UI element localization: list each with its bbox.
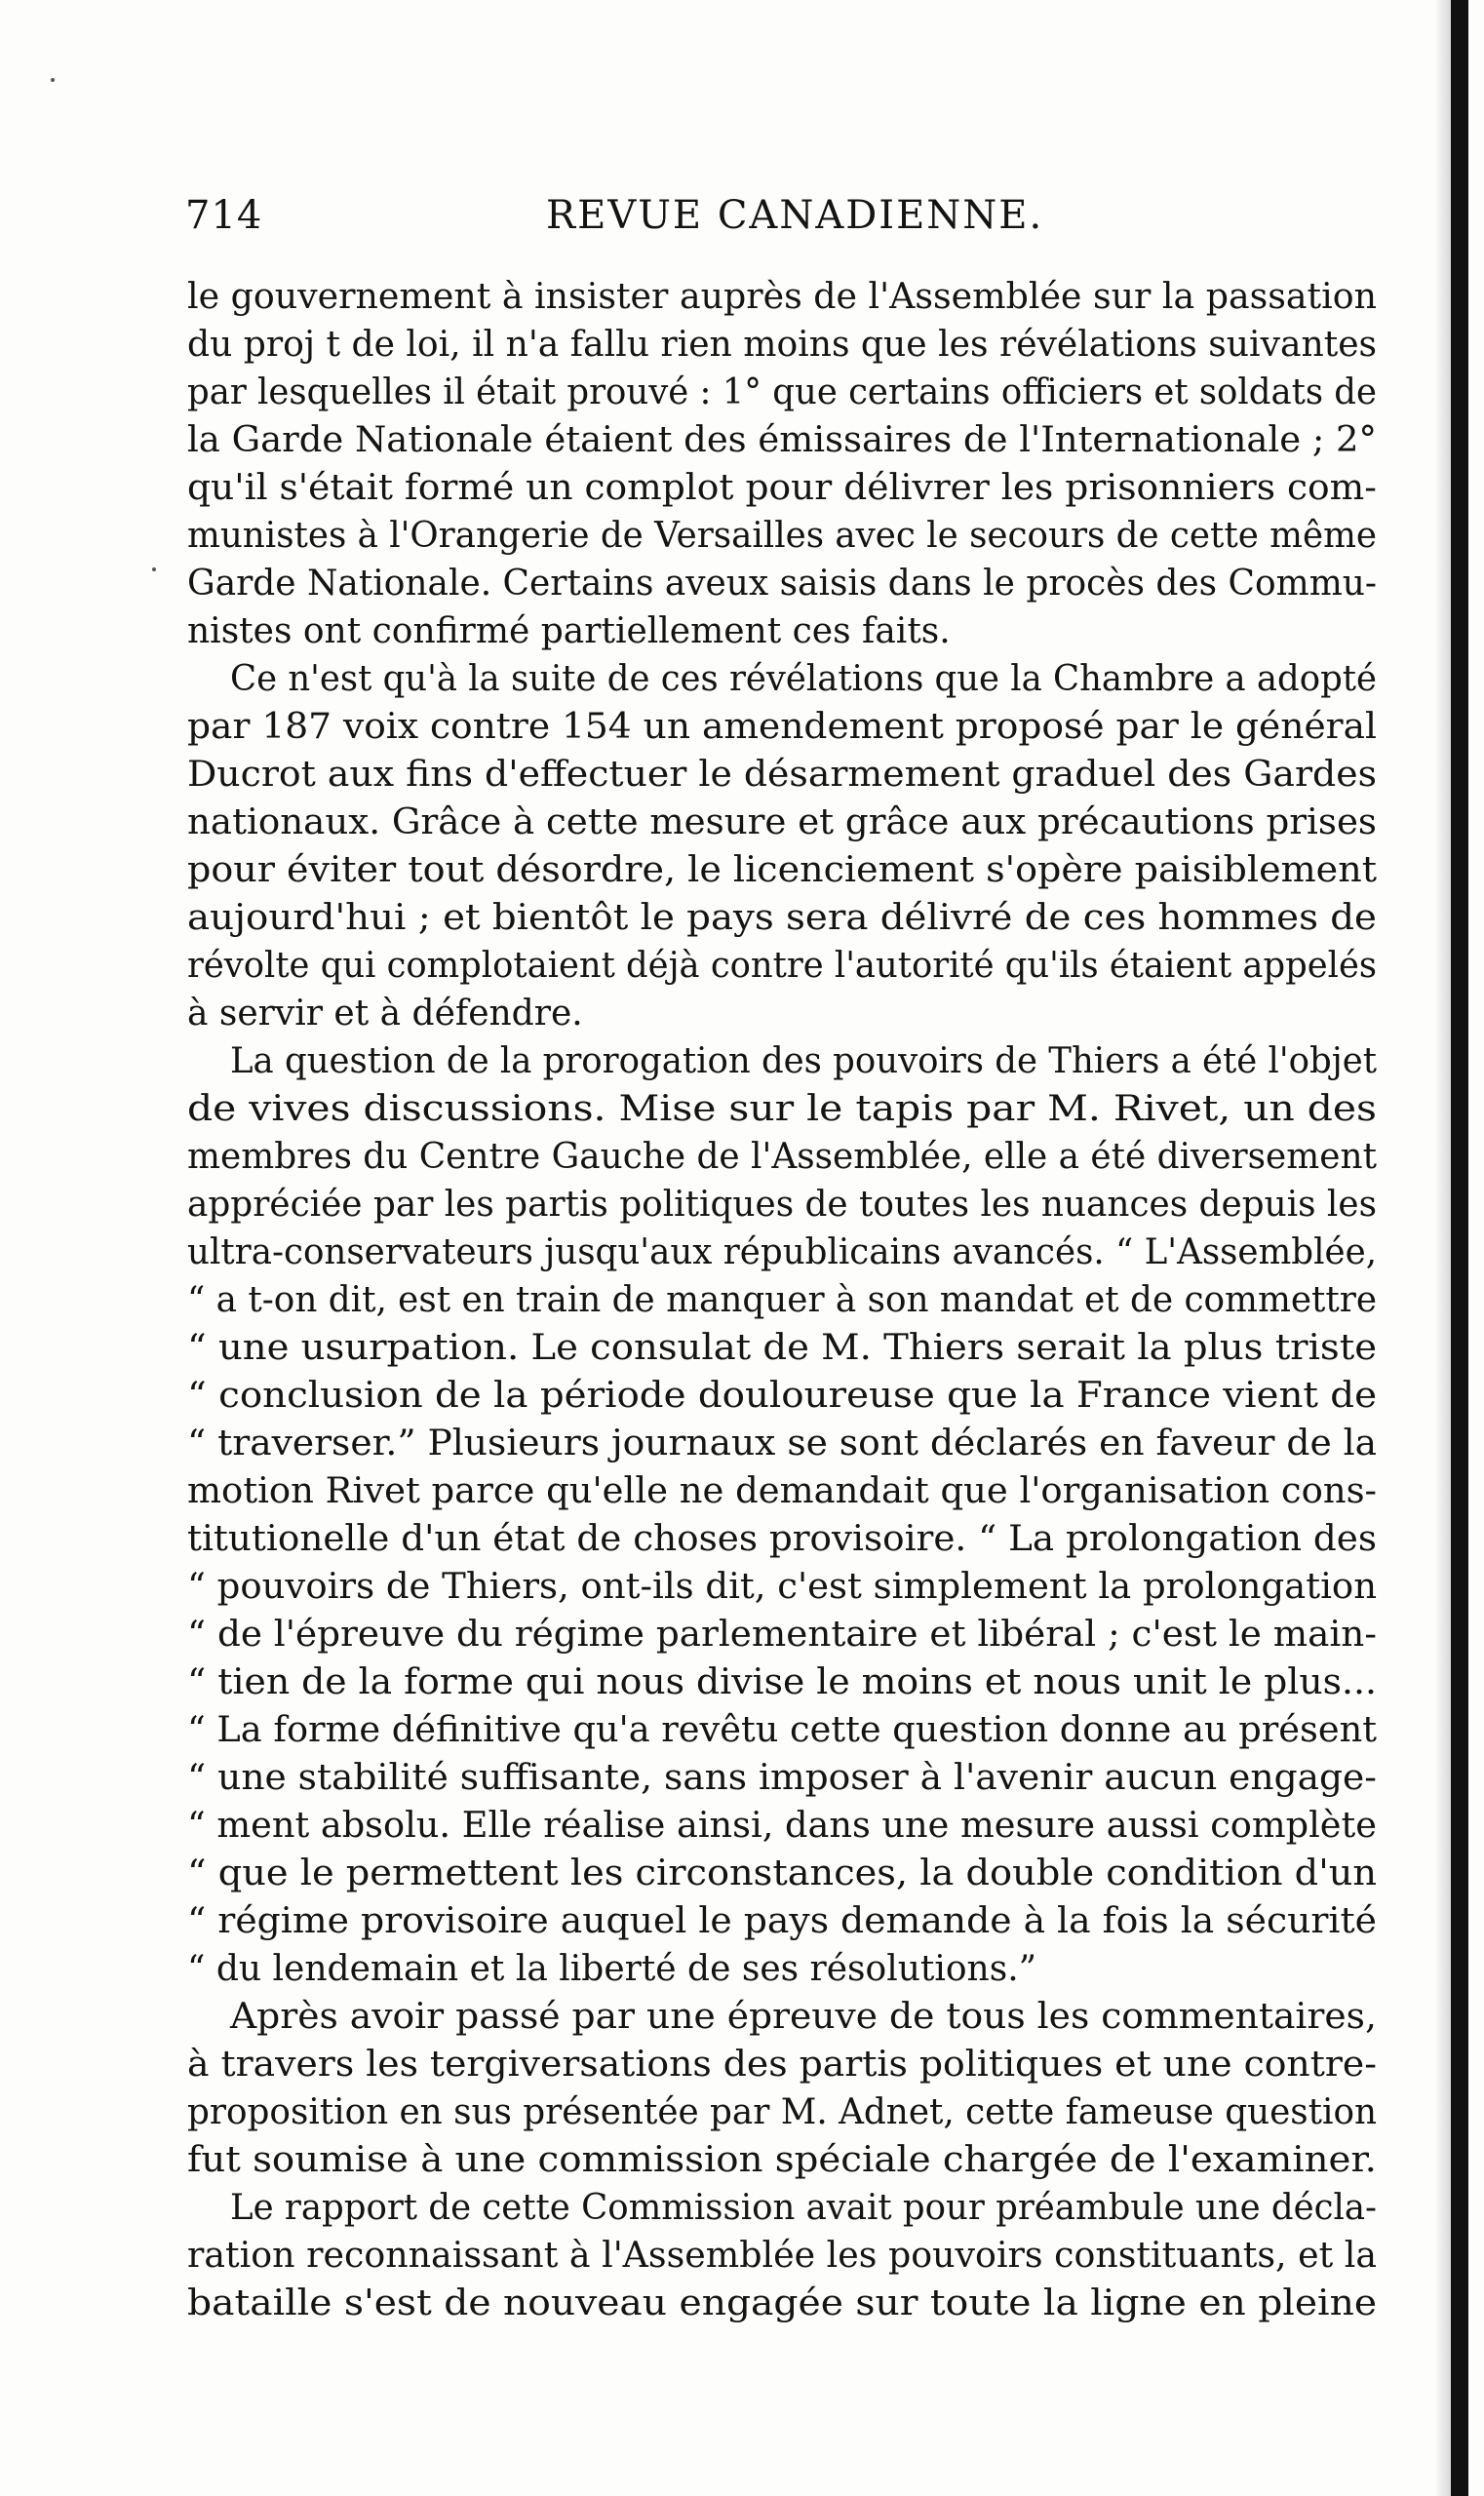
page-binding-edge bbox=[1433, 0, 1484, 2496]
text-line: fut soumise à une commission spéciale chargée de l'examiner. bbox=[187, 2140, 1377, 2180]
text-line: “ que le permettent les circonstances, la double condition d'un bbox=[187, 1853, 1378, 1893]
text-line: qu'il s'était formé un complot pour délivrer les prisonniers com- bbox=[187, 468, 1377, 508]
body-text bbox=[187, 273, 1377, 2327]
text-line: “ une usurpation. Le consulat de M. Thiers serait la plus triste bbox=[187, 1328, 1378, 1368]
text-line: “ tien de la forme qui nous divise le moins et nous unit le plus... bbox=[187, 1662, 1377, 1702]
scan-speck bbox=[152, 567, 156, 571]
text-line: le gouvernement à insister auprès de l'Assemblée sur la passation bbox=[187, 277, 1378, 317]
text-line: du proj t de loi, il n'a fallu rien moins que les révélations suivantes bbox=[187, 325, 1378, 365]
text-line: nistes ont confirmé partiellement ces faits. bbox=[187, 611, 951, 651]
paragraph-first-line: Le rapport de cette Commission avait pour préambule une décla- bbox=[230, 2188, 1378, 2228]
text-line: proposition en sus présentée par M. Adnet, cette fameuse question bbox=[187, 2092, 1378, 2132]
text-line: la Garde Nationale étaient des émissaires de l'Internationale ; 2° bbox=[187, 420, 1377, 460]
paragraph-first-line: Après avoir passé par une épreuve de tous les commentaires, bbox=[230, 1997, 1377, 2037]
text-line: à travers les tergiversations des partis politiques et une contre- bbox=[187, 2045, 1377, 2085]
text-line: Ducrot aux fins d'effectuer le désarmement graduel des Gardes bbox=[187, 755, 1377, 795]
text-line: “ conclusion de la période douloureuse que la France vient de bbox=[187, 1376, 1377, 1416]
text-line: “ a t-on dit, est en train de manquer à son mandat et de commettre bbox=[187, 1280, 1378, 1320]
text-line: “ de l'épreuve du régime parlementaire et libéral ; c'est le main- bbox=[187, 1615, 1377, 1655]
text-line: ration reconnaissant à l'Assemblée les pouvoirs constituants, et la bbox=[187, 2236, 1378, 2276]
scan-speck bbox=[51, 78, 55, 82]
text-line: “ une stabilité suffisante, sans imposer à l'avenir aucun engage- bbox=[187, 1758, 1377, 1798]
text-line: “ traverser.” Plusieurs journaux se sont déclarés en faveur de la bbox=[187, 1424, 1378, 1463]
text-line: “ pouvoirs de Thiers, ont-ils dit, c'est simplement la prolongation bbox=[187, 1567, 1378, 1607]
text-line: de vives discussions. Mise sur le tapis par M. Rivet, un des bbox=[187, 1089, 1377, 1129]
text-line: par 187 voix contre 154 un amendement proposé par le général bbox=[187, 707, 1378, 747]
text-line: “ La forme définitive qu'a revêtu cette question donne au présent bbox=[187, 1710, 1377, 1750]
text-line: pour éviter tout désordre, le licenciement s'opère paisiblement bbox=[187, 850, 1377, 890]
text-line: motion Rivet parce qu'elle ne demandait que l'organisation cons- bbox=[187, 1471, 1378, 1511]
text-line: “ du lendemain et la liberté de ses résolutions.” bbox=[187, 1949, 1037, 1989]
text-line: titutionelle d'un état de choses provisoire. “ La prolongation des bbox=[187, 1519, 1378, 1559]
text-line: aujourd'hui ; et bientôt le pays sera délivré de ces hommes de bbox=[187, 898, 1377, 938]
paragraph-first-line: Ce n'est qu'à la suite de ces révélations que la Chambre a adopté bbox=[230, 659, 1377, 699]
text-line: membres du Centre Gauche de l'Assemblée, elle a été diversement bbox=[187, 1137, 1377, 1177]
binding-bar bbox=[1451, 0, 1468, 2496]
text-line: “ régime provisoire auquel le pays demande à la fois la sécurité bbox=[187, 1901, 1377, 1941]
text-line: révolte qui complotaient déjà contre l'autorité qu'ils étaient appelés bbox=[187, 946, 1378, 986]
text-line: munistes à l'Orangerie de Versailles avec le secours de cette même bbox=[187, 516, 1378, 556]
text-line: appréciée par les partis politiques de toutes les nuances depuis les bbox=[187, 1185, 1377, 1225]
text-line: Garde Nationale. Certains aveux saisis dans le procès des Commu- bbox=[187, 564, 1378, 604]
text-line: “ ment absolu. Elle réalise ainsi, dans une mesure aussi complète bbox=[187, 1806, 1377, 1846]
page-header bbox=[185, 193, 1336, 252]
text-line: par lesquelles il était prouvé : 1° que certains officiers et soldats de bbox=[187, 372, 1377, 412]
text-line: à servir et à défendre. bbox=[187, 994, 583, 1034]
paragraph-first-line: La question de la prorogation des pouvoirs de Thiers a été l'objet bbox=[230, 1041, 1377, 1081]
running-title: REVUE CANADIENNE. bbox=[546, 193, 1044, 238]
binding-shadow bbox=[1433, 0, 1451, 2496]
text-line: nationaux. Grâce à cette mesure et grâce aux précautions prises bbox=[187, 802, 1378, 842]
text-line: bataille s'est de nouveau engagée sur toute la ligne en pleine bbox=[187, 2283, 1378, 2323]
text-line: ultra-conservateurs jusqu'aux républicains avancés. “ L'Assemblée, bbox=[187, 1232, 1378, 1272]
page-number: 714 bbox=[185, 193, 263, 238]
